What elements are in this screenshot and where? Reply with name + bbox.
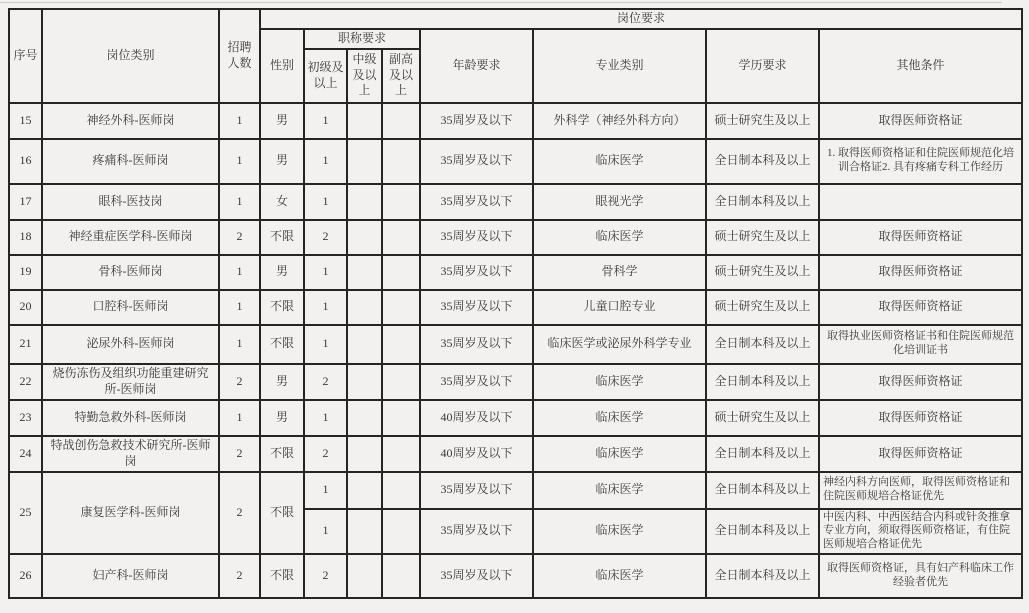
cell-category: 口腔科-医师岗 [42, 290, 219, 325]
table-body [9, 103, 1022, 598]
table-row [9, 364, 1022, 400]
cell-age: 35周岁及以下 [420, 325, 533, 364]
table-header [9, 9, 1022, 103]
cell-count: 1 [219, 103, 260, 139]
cell-education: 硕士研究生及以上 [706, 290, 819, 325]
cell-major: 临床医学 [533, 364, 706, 400]
cell-category: 特勤急救外科-医师岗 [42, 400, 219, 436]
cell-junior-title: 2 [304, 436, 347, 472]
table-row [9, 290, 1022, 325]
cell-senior-title [382, 364, 420, 400]
cell-other: 取得医师资格证 [819, 220, 1022, 255]
cell-age: 35周岁及以下 [420, 139, 533, 184]
header-category: 岗位类别 [42, 9, 219, 103]
cell-category: 神经重症医学科-医师岗 [42, 220, 219, 255]
cell-gender: 男 [260, 139, 304, 184]
cell-other: 中医内科、中西医结合内科或针灸推拿专业方向，须取得医师资格证，有住院医师规培合格证优先 [819, 509, 1022, 554]
cell-serial: 21 [9, 325, 42, 364]
cell-education: 全日制本科及以上 [706, 509, 819, 554]
cell-category: 泌尿外科-医师岗 [42, 325, 219, 364]
cell-junior-title: 2 [304, 364, 347, 400]
cell-major: 临床医学 [533, 554, 706, 598]
table-row [9, 554, 1022, 598]
cell-other: 取得医师资格证 [819, 364, 1022, 400]
cell-count: 2 [219, 364, 260, 400]
table-row [9, 472, 1022, 509]
cell-serial: 17 [9, 184, 42, 220]
cell-middle-title [347, 220, 382, 255]
cell-category: 妇产科-医师岗 [42, 554, 219, 598]
cell-senior-title [382, 400, 420, 436]
table-row [9, 184, 1022, 220]
cell-other: 取得执业医师资格证书和住院医师规范化培训证书 [819, 325, 1022, 364]
cell-age: 40周岁及以下 [420, 400, 533, 436]
cell-age: 35周岁及以下 [420, 509, 533, 554]
header-serial: 序号 [9, 9, 42, 103]
cell-gender: 不限 [260, 472, 304, 554]
cell-senior-title [382, 103, 420, 139]
cell-junior-title: 1 [304, 255, 347, 290]
cell-education: 全日制本科及以上 [706, 139, 819, 184]
cell-other: 取得医师资格证 [819, 255, 1022, 290]
header-senior-title: 副高及以上 [382, 49, 420, 103]
cell-age: 35周岁及以下 [420, 184, 533, 220]
header-major: 专业类别 [533, 29, 706, 103]
cell-junior-title: 1 [304, 103, 347, 139]
cell-other: 取得医师资格证 [819, 436, 1022, 472]
table-row [9, 436, 1022, 472]
cell-education: 硕士研究生及以上 [706, 400, 819, 436]
cell-category: 眼科-医技岗 [42, 184, 219, 220]
cell-junior-title: 1 [304, 184, 347, 220]
cell-education: 硕士研究生及以上 [706, 103, 819, 139]
cell-other [819, 184, 1022, 220]
cell-serial: 24 [9, 436, 42, 472]
cell-middle-title [347, 472, 382, 509]
cell-major: 骨科学 [533, 255, 706, 290]
cell-major: 外科学（神经外科方向） [533, 103, 706, 139]
recruitment-table [8, 8, 1023, 599]
cell-other: 取得医师资格证，具有妇产科临床工作经验者优先 [819, 554, 1022, 598]
cell-category: 骨科-医师岗 [42, 255, 219, 290]
cell-count: 1 [219, 290, 260, 325]
cell-other: 取得医师资格证 [819, 103, 1022, 139]
cell-middle-title [347, 436, 382, 472]
cell-gender: 女 [260, 184, 304, 220]
cell-major: 临床医学 [533, 220, 706, 255]
header-education: 学历要求 [706, 29, 819, 103]
cell-count: 1 [219, 139, 260, 184]
cell-serial: 23 [9, 400, 42, 436]
cell-count: 1 [219, 255, 260, 290]
cell-serial: 26 [9, 554, 42, 598]
cell-serial: 19 [9, 255, 42, 290]
cell-middle-title [347, 103, 382, 139]
table-row [9, 400, 1022, 436]
cell-major: 眼视光学 [533, 184, 706, 220]
cell-junior-title: 1 [304, 139, 347, 184]
cell-gender: 男 [260, 400, 304, 436]
cell-count: 1 [219, 325, 260, 364]
cell-serial: 18 [9, 220, 42, 255]
cell-senior-title [382, 220, 420, 255]
cell-serial: 25 [9, 472, 42, 554]
cell-other: 取得医师资格证 [819, 400, 1022, 436]
cell-count: 2 [219, 472, 260, 554]
cell-education: 全日制本科及以上 [706, 325, 819, 364]
cell-gender: 不限 [260, 436, 304, 472]
cell-age: 35周岁及以下 [420, 103, 533, 139]
cell-count: 2 [219, 554, 260, 598]
cell-education: 全日制本科及以上 [706, 436, 819, 472]
cell-middle-title [347, 290, 382, 325]
cell-junior-title: 1 [304, 472, 347, 509]
table-row [9, 325, 1022, 364]
cell-junior-title: 1 [304, 509, 347, 554]
header-row-1 [9, 9, 1022, 29]
cell-major: 临床医学或泌尿外科学专业 [533, 325, 706, 364]
cell-age: 40周岁及以下 [420, 436, 533, 472]
cell-count: 2 [219, 220, 260, 255]
cell-middle-title [347, 139, 382, 184]
cell-gender: 男 [260, 364, 304, 400]
cell-middle-title [347, 554, 382, 598]
cell-category: 烧伤冻伤及组织功能重建研究所-医师岗 [42, 364, 219, 400]
cell-senior-title [382, 436, 420, 472]
cell-age: 35周岁及以下 [420, 554, 533, 598]
cell-junior-title: 1 [304, 290, 347, 325]
cell-serial: 22 [9, 364, 42, 400]
cell-gender: 不限 [260, 220, 304, 255]
cell-gender: 不限 [260, 290, 304, 325]
table-row [9, 255, 1022, 290]
header-gender: 性别 [260, 29, 304, 103]
cell-category: 康复医学科-医师岗 [42, 472, 219, 554]
cell-gender: 男 [260, 255, 304, 290]
header-count: 招聘人数 [219, 9, 260, 103]
header-requirements: 岗位要求 [260, 9, 1022, 29]
cell-major: 临床医学 [533, 139, 706, 184]
cell-junior-title: 1 [304, 325, 347, 364]
cell-age: 35周岁及以下 [420, 290, 533, 325]
cell-middle-title [347, 364, 382, 400]
cell-senior-title [382, 290, 420, 325]
cell-major: 临床医学 [533, 509, 706, 554]
cell-category: 疼痛科-医师岗 [42, 139, 219, 184]
cell-middle-title [347, 509, 382, 554]
table-row [9, 139, 1022, 184]
cell-category: 神经外科-医师岗 [42, 103, 219, 139]
cell-age: 35周岁及以下 [420, 220, 533, 255]
cell-education: 硕士研究生及以上 [706, 220, 819, 255]
cell-senior-title [382, 139, 420, 184]
table-row [9, 103, 1022, 139]
cell-junior-title: 2 [304, 220, 347, 255]
cell-serial: 20 [9, 290, 42, 325]
cell-major: 临床医学 [533, 472, 706, 509]
cell-count: 1 [219, 400, 260, 436]
cell-education: 全日制本科及以上 [706, 184, 819, 220]
header-junior-title: 初级及以上 [304, 49, 347, 103]
cell-middle-title [347, 184, 382, 220]
cell-senior-title [382, 325, 420, 364]
cell-other: 1. 取得医师资格证和住院医师规范化培训合格证2. 具有疼痛专科工作经历 [819, 139, 1022, 184]
cell-other: 神经内科方向医师，取得医师资格证和住院医师规培合格证优先 [819, 472, 1022, 509]
cell-middle-title [347, 255, 382, 290]
cell-gender: 不限 [260, 554, 304, 598]
cell-education: 全日制本科及以上 [706, 554, 819, 598]
header-title-requirement: 职称要求 [304, 29, 420, 49]
cell-category: 特战创伤急救技术研究所-医师岗 [42, 436, 219, 472]
cell-senior-title [382, 184, 420, 220]
cell-senior-title [382, 509, 420, 554]
cell-junior-title: 1 [304, 400, 347, 436]
cell-major: 儿童口腔专业 [533, 290, 706, 325]
cell-junior-title: 2 [304, 554, 347, 598]
cell-age: 35周岁及以下 [420, 472, 533, 509]
cell-other: 取得医师资格证 [819, 290, 1022, 325]
cell-education: 全日制本科及以上 [706, 472, 819, 509]
cell-middle-title [347, 400, 382, 436]
header-middle-title: 中级及以上 [347, 49, 382, 103]
cell-count: 1 [219, 184, 260, 220]
cell-education: 全日制本科及以上 [706, 364, 819, 400]
cell-age: 35周岁及以下 [420, 255, 533, 290]
top-divider-line [0, 2, 1002, 3]
header-age: 年龄要求 [420, 29, 533, 103]
cell-senior-title [382, 554, 420, 598]
cell-gender: 男 [260, 103, 304, 139]
cell-gender: 不限 [260, 325, 304, 364]
cell-age: 35周岁及以下 [420, 364, 533, 400]
cell-middle-title [347, 325, 382, 364]
cell-major: 临床医学 [533, 400, 706, 436]
header-other: 其他条件 [819, 29, 1022, 103]
cell-major: 临床医学 [533, 436, 706, 472]
cell-serial: 15 [9, 103, 42, 139]
cell-senior-title [382, 472, 420, 509]
cell-count: 2 [219, 436, 260, 472]
cell-serial: 16 [9, 139, 42, 184]
cell-education: 硕士研究生及以上 [706, 255, 819, 290]
table-row [9, 220, 1022, 255]
cell-senior-title [382, 255, 420, 290]
